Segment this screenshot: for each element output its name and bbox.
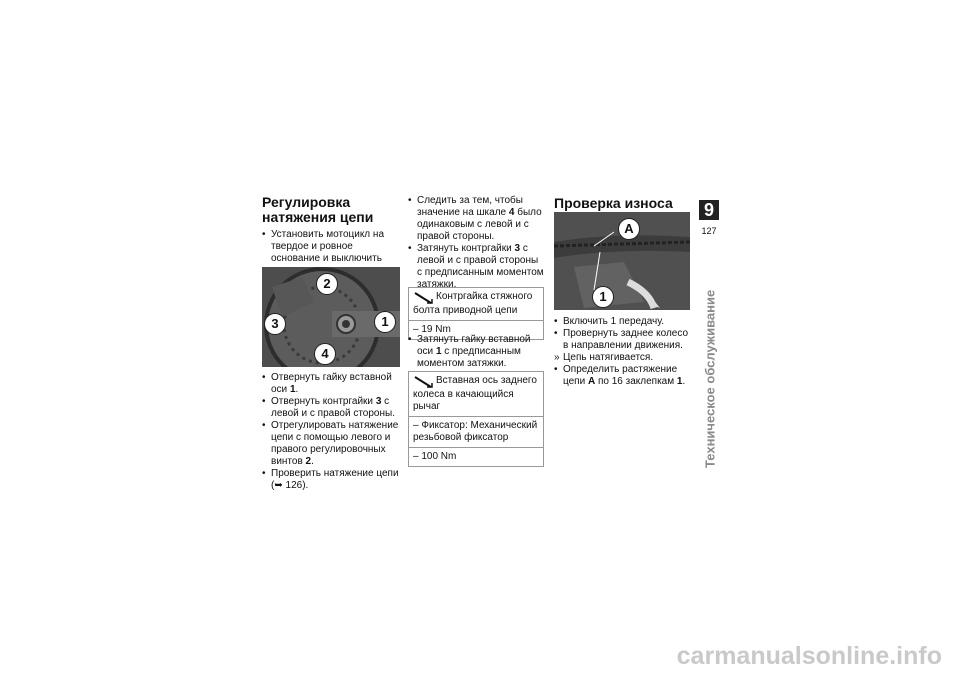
torque-locking-row: – Фиксатор: Механический резьбовой фиксатор xyxy=(409,416,543,447)
torque-value-row: – 19 Nm xyxy=(409,320,543,339)
callout-2: 2 xyxy=(316,273,338,295)
list-item: • Включить 1 передачу. xyxy=(554,316,690,328)
page-number: 127 xyxy=(701,226,717,236)
callout-1: 1 xyxy=(374,311,396,333)
list-item-result: » Цепь натягивается. xyxy=(554,352,690,364)
column-2-mid xyxy=(408,334,544,370)
torque-table-chain-bolt xyxy=(408,287,544,340)
chapter-number: 9 xyxy=(699,200,719,220)
rear-axle-figure xyxy=(262,267,400,367)
callout-1: 1 xyxy=(592,286,614,308)
callout-4: 4 xyxy=(314,343,336,365)
callout-3: 3 xyxy=(264,313,286,335)
column-2 xyxy=(408,195,544,291)
column-1-lower xyxy=(262,368,400,492)
callout-a: A xyxy=(618,218,640,240)
wrench-icon xyxy=(413,291,433,305)
bullets-3 xyxy=(554,316,690,388)
list-item: • Затянуть гайку вставной оси 1 с предписанным моментом затяжки. xyxy=(408,334,544,370)
list-item: • Отрегулировать натяжение цепи с помощью левого и правого регулировочных винтов 2. xyxy=(262,420,400,468)
torque-table-axle xyxy=(408,371,544,467)
list-item: • Проверить натяжение цепи (➥ 126). xyxy=(262,468,400,492)
list-item: • Отвернуть контргайки 3 с левой и с правой стороны. xyxy=(262,396,400,420)
list-item: • Следить за тем, чтобы значение на шкале 4 было одинаковым с левой и с правой стороны. xyxy=(408,195,544,243)
list-item: • Провернуть заднее колесо в направлении движения. xyxy=(554,328,690,352)
list-item: • Определить растяжение цепи A по 16 заклепкам 1. xyxy=(554,364,690,388)
torque-label-row: Вставная ось заднего колеса в качающийся рычаг xyxy=(413,375,537,412)
list-item: • Отвернуть гайку вставной оси 1. xyxy=(262,372,400,396)
section-title-chain-tension: Регулировка натяжения цепи xyxy=(262,194,374,225)
list-item: • Затянуть контргайки 3 с левой и с правой стороны с предписанным моментом затяжки. xyxy=(408,243,544,291)
watermark: carmanualsonline.info xyxy=(676,642,942,670)
torque-label-row: Контргайка стяжного болта приводной цепи xyxy=(413,291,533,316)
torque-value-row: – 100 Nm xyxy=(409,447,543,466)
chapter-title-vertical: Техническое обслуживание xyxy=(702,289,718,468)
wrench-icon xyxy=(413,375,433,389)
section-title-chain-wear: Проверка износа xyxy=(554,195,673,211)
bullets-1b xyxy=(262,372,400,492)
list-item: • Установить мотоцикл на твердое и ровное основание и выключить xyxy=(262,229,400,277)
column-3-lower xyxy=(554,312,690,388)
bullets-2b xyxy=(408,334,544,370)
column-1 xyxy=(262,195,400,277)
bullets-2a xyxy=(408,195,544,291)
chain-wear-figure xyxy=(554,212,690,310)
